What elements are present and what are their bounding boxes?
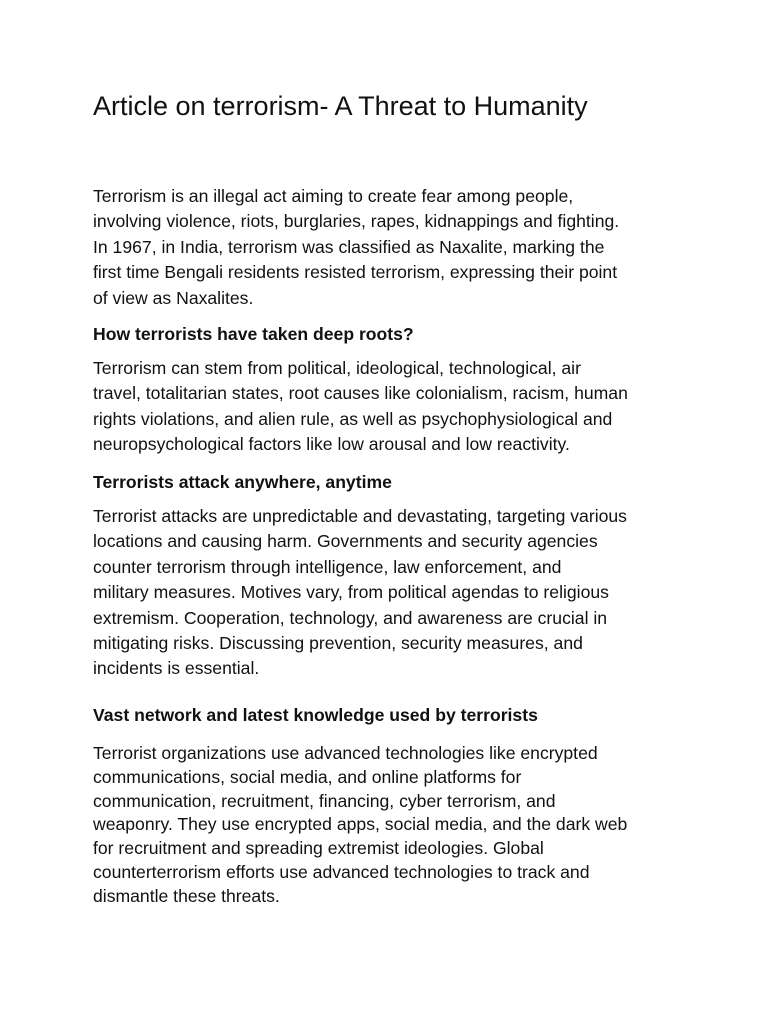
paragraph-line: extremism. Cooperation, technology, and awareness are crucial in <box>93 607 608 628</box>
paragraph-line: communications, social media, and online platforms for <box>93 766 522 787</box>
section-paragraph-roots <box>93 356 683 458</box>
section-heading-attack: Terrorists attack anywhere, anytime <box>93 472 392 492</box>
intro-paragraph <box>93 184 683 311</box>
paragraph-line: dismantle these threats. <box>93 885 280 906</box>
paragraph-line: counterterrorism efforts use advanced technologies to track and <box>93 861 590 882</box>
section-paragraph-attack <box>93 504 683 682</box>
paragraph-line: Terrorism can stem from political, ideological, technological, air <box>93 358 581 378</box>
paragraph-line: rights violations, and alien rule, as well as psychophysiological and <box>93 408 613 429</box>
paragraph-line: military measures. Motives vary, from political agendas to religious <box>93 582 609 603</box>
paragraph-line: neuropsychological factors like low arousal and low reactivity. <box>93 434 570 455</box>
paragraph-line: In 1967, in India, terrorism was classified as Naxalite, marking the <box>93 236 605 257</box>
paragraph-line: involving violence, riots, burglaries, rapes, kidnappings and fighting. <box>93 211 620 232</box>
paragraph-line: Terrorism is an illegal act aiming to create fear among people, <box>93 186 574 206</box>
paragraph-line: counter terrorism through intelligence, law enforcement, and <box>93 556 562 577</box>
paragraph-line: mitigating risks. Discussing prevention, security measures, and <box>93 633 583 654</box>
document-title: Article on terrorism- A Threat to Humanity <box>93 91 588 121</box>
paragraph-line: for recruitment and spreading extremist ideologies. Global <box>93 838 544 859</box>
paragraph-line: first time Bengali residents resisted terrorism, expressing their point <box>93 262 618 283</box>
paragraph-line: communication, recruitment, financing, cyber terrorism, and <box>93 790 556 811</box>
paragraph-line: Terrorist organizations use advanced technologies like encrypted <box>93 743 598 763</box>
paragraph-line: incidents is essential. <box>93 658 260 679</box>
section-heading-roots: How terrorists have taken deep roots? <box>93 324 414 344</box>
paragraph-line: locations and causing harm. Governments and security agencies <box>93 531 598 552</box>
paragraph-line: of view as Naxalites. <box>93 287 254 308</box>
paragraph-line: travel, totalitarian states, root causes like colonialism, racism, human <box>93 383 628 404</box>
paragraph-line: Terrorist attacks are unpredictable and devastating, targeting various <box>93 506 627 526</box>
section-heading-network: Vast network and latest knowledge used by terrorists <box>93 705 538 725</box>
paragraph-line: weaponry. They use encrypted apps, social media, and the dark web <box>93 814 628 835</box>
section-paragraph-network <box>93 742 683 909</box>
